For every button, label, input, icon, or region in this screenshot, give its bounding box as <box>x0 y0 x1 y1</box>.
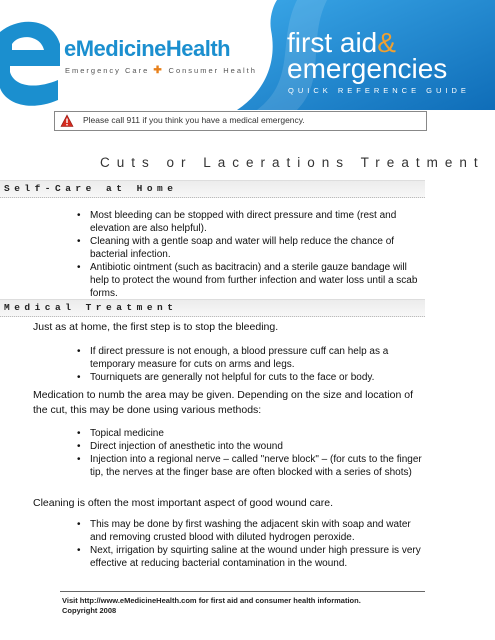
medical-list-3 <box>90 518 423 570</box>
banner-amp: & <box>377 27 396 58</box>
section-medical <box>0 299 425 317</box>
list-item: • Antibiotic ointment (such as bacitracin) and a sterile gauze bandage will help to protect the wound from further infection and water loss until a scab forms. <box>90 261 423 300</box>
banner-title <box>287 27 448 84</box>
alert-text: Please call 911 if you think you have a medical emergency. <box>83 115 305 125</box>
brand-tag-left: Emergency Care <box>65 66 150 75</box>
list-item: • Cleaning with a gentle soap and water will help reduce the chance of bacterial infection. <box>90 235 423 261</box>
paragraph: Medication to numb the area may be given. Depending on the size and location of the cut, this may be done using various methods: <box>33 389 413 416</box>
emergency-alert <box>54 111 427 131</box>
banner-line2: emergencies <box>287 53 448 84</box>
medical-list-2 <box>90 427 423 479</box>
list-item: • Direct injection of anesthetic into the wound <box>90 440 423 453</box>
brand-tag-right: Consumer Health <box>168 66 257 75</box>
list-item: • Most bleeding can be stopped with direct pressure and time (rest and elevation are also helpful). <box>90 209 423 235</box>
self-care-list <box>90 209 423 300</box>
list-item: • This may be done by first washing the adjacent skin with soap and water and removing crusted blood with diluted hydrogen peroxide. <box>90 518 423 544</box>
list-item: • Tourniquets are generally not helpful for cuts to the face or body. <box>90 371 423 384</box>
footer-divider <box>60 591 425 592</box>
paragraph: Cleaning is often the most important aspect of good wound care. <box>33 497 334 509</box>
footer-link-text: Visit http://www.eMedicineHealth.com for first aid and consumer health information. <box>62 596 361 605</box>
list-item: • Injection into a regional nerve – called "nerve block" – (for cuts to the finger tip, the nerves at the finger base are often blocked with a series of shots) <box>90 453 423 479</box>
page-header <box>0 0 495 110</box>
section-heading: Self-Care at Home <box>4 183 178 194</box>
list-item: • Next, irrigation by squirting saline at the wound under high pressure is very effective at reducing bacterial contamination in the wound. <box>90 544 423 570</box>
banner-line1: first aid <box>287 27 378 58</box>
brand-tagline <box>65 65 257 76</box>
medical-list-1 <box>90 345 423 384</box>
cross-icon: ✚ <box>153 65 169 76</box>
warning-icon <box>60 114 74 128</box>
banner-subtitle: QUICK REFERENCE GUIDE <box>288 86 470 95</box>
page-title: Cuts or Lacerations Treatment <box>100 155 485 170</box>
section-heading: Medical Treatment <box>4 302 178 313</box>
page-footer <box>62 596 361 616</box>
brand-name: eMedicineHealth <box>64 36 231 61</box>
paragraph: Just as at home, the first step is to stop the bleeding. <box>33 321 279 333</box>
section-self-care <box>0 180 425 198</box>
list-item: • Topical medicine <box>90 427 423 440</box>
copyright: Copyright 2008 <box>62 606 117 615</box>
emedicinehealth-logo-icon <box>0 14 62 106</box>
list-item: • If direct pressure is not enough, a blood pressure cuff can help as a temporary measure for cuts on arms and legs. <box>90 345 423 371</box>
